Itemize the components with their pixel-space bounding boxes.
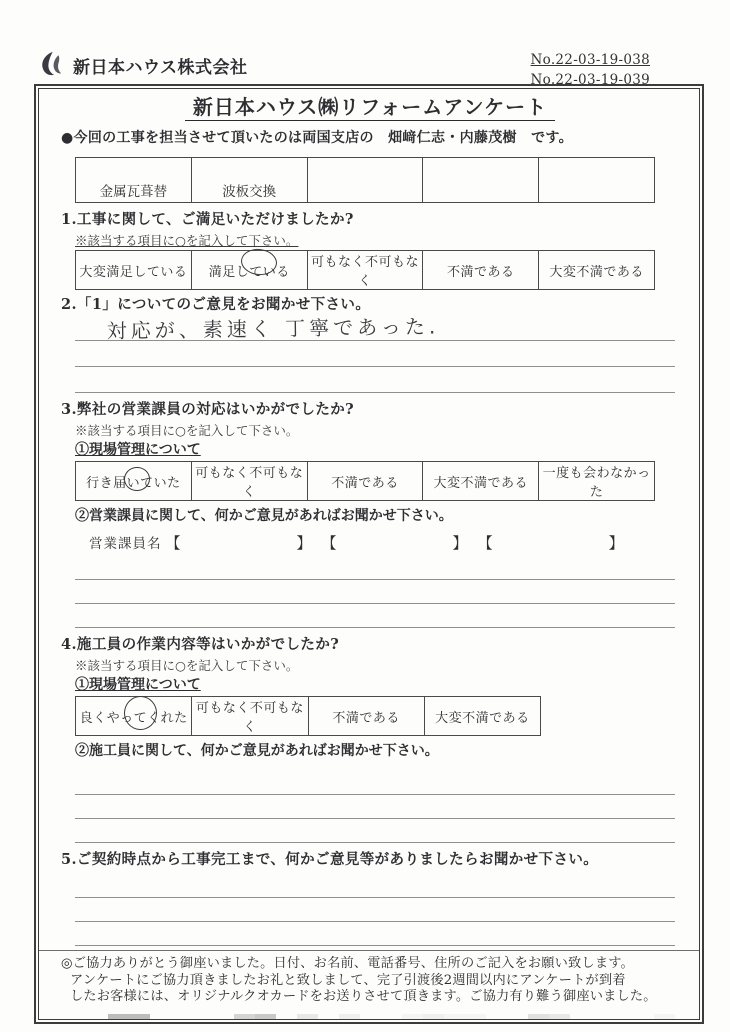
document-number: No.22-03-19-039 <box>530 72 650 89</box>
footer-note <box>61 956 679 1006</box>
question-4-sub1: ①現場管理について <box>75 677 201 693</box>
question-1-note: ※該当する項目に○を記入して下さい。 <box>75 233 299 248</box>
footer-divider <box>39 950 699 951</box>
answer-line <box>75 314 675 344</box>
option-cell: 可もなく不可もなく <box>307 251 423 290</box>
answer-line <box>75 795 675 819</box>
question-3-sub2: ②営業課員に関して、何かご意見があればお聞かせ下さい。 <box>75 508 453 524</box>
staff-name-slot: 【 】 <box>321 533 468 552</box>
question-5-heading: 5.ご契約時点から工事完工まで、何かご意見等がありましたらお聞かせ下さい。 <box>61 851 599 868</box>
redaction-mosaic <box>87 1014 675 1021</box>
option-cell: 不満である <box>308 697 424 736</box>
answer-line <box>75 341 675 367</box>
work-type-cell <box>307 158 423 203</box>
footer-line: ◎ご協力ありがとう御座いました。日付、お名前、電話番号、住所のご記入をお願い致します。 <box>61 956 634 971</box>
answer-line <box>75 604 675 628</box>
question-1-heading: 1.工事に関して、ご満足いただけましたか? <box>61 211 354 228</box>
work-type-table <box>75 157 655 203</box>
staff-name-slot: 【 】 <box>165 533 312 552</box>
survey-frame <box>38 88 700 1020</box>
staff-name-label: 営業課員名 <box>89 536 162 552</box>
staff-name-slot: 【 】 <box>477 533 624 552</box>
question-3-options-table <box>75 461 655 501</box>
option-cell: 不満である <box>307 462 423 501</box>
question-3-note: ※該当する項目に○を記入して下さい。 <box>75 423 299 438</box>
option-cell-selected: 行き届いていた <box>76 462 192 501</box>
option-cell: 大変不満である <box>423 462 539 501</box>
question-4-heading: 4.施工員の作業内容等はいかがでしたか? <box>61 636 340 653</box>
handwritten-answer: 対応が、素速く 丁寧であった. <box>106 314 440 344</box>
staff-name-line <box>89 530 679 554</box>
question-4-options-table <box>75 696 541 736</box>
question-3-heading: 3.弊社の営業課員の対応はいかがでしたか? <box>61 401 355 418</box>
option-cell: 可もなく不可もなく <box>191 462 307 501</box>
option-cell: 大変不満である <box>424 697 540 736</box>
document-numbers <box>531 50 650 91</box>
option-cell-selected: 満足している <box>191 251 307 290</box>
form-title: 新日本ハウス㈱リフォームアンケート <box>185 95 555 121</box>
option-cell: 一度も会わなかった <box>539 462 655 501</box>
question-5-answer-lines <box>75 874 675 946</box>
form-title-row <box>61 95 679 121</box>
footer-line: アンケートにご協力頂きましたお礼と致しまして、完了引渡後2週間以内にアンケートが到着 <box>70 972 626 988</box>
option-cell-selected: 良くやってくれた <box>76 697 192 736</box>
question-4-note: ※該当する項目に○を記入して下さい。 <box>75 658 299 673</box>
option-cell: 可もなく不可もなく <box>192 697 308 736</box>
page-header <box>38 50 700 91</box>
option-cell: 大変不満である <box>539 251 655 290</box>
answer-line <box>75 556 675 580</box>
answer-line <box>75 898 675 922</box>
answer-line <box>75 771 675 795</box>
work-type-cell: 波板交換 <box>191 158 307 203</box>
option-cell: 大変満足している <box>76 251 192 290</box>
work-type-cell <box>423 158 539 203</box>
question-1-options-table <box>75 250 655 290</box>
question-4-answer-lines <box>75 771 675 843</box>
company-brand <box>38 50 248 80</box>
question-3-sub1: ①現場管理について <box>75 442 201 458</box>
question-2-heading: 2.「1」についてのご意見をお聞かせ下さい。 <box>61 296 371 313</box>
work-type-cell: 金属瓦葺替 <box>76 158 192 203</box>
answer-line <box>75 367 675 393</box>
answer-line <box>75 580 675 604</box>
answer-line <box>75 819 675 843</box>
footer-line: したお客様には、オリジナルクオカードをお送りさせて頂きます。ご協力有り難う御座いました。 <box>70 989 657 1004</box>
document-number: No.22-03-19-038 <box>530 52 650 68</box>
answer-line <box>75 874 675 898</box>
question-4-sub2: ②施工員に関して、何かご意見があればお聞かせ下さい。 <box>75 743 439 759</box>
option-cell: 不満である <box>423 251 539 290</box>
company-name: 新日本ハウス株式会社 <box>73 57 248 78</box>
question-2-answer-lines <box>75 315 675 393</box>
intro-text: ●今回の工事を担当させて頂いたのは両国支店の 畑﨑仁志・内藤茂樹 です。 <box>61 130 573 146</box>
company-logo-icon <box>38 50 66 80</box>
question-3-answer-lines <box>75 556 675 628</box>
work-type-cell <box>539 158 655 203</box>
answer-line <box>75 922 675 946</box>
